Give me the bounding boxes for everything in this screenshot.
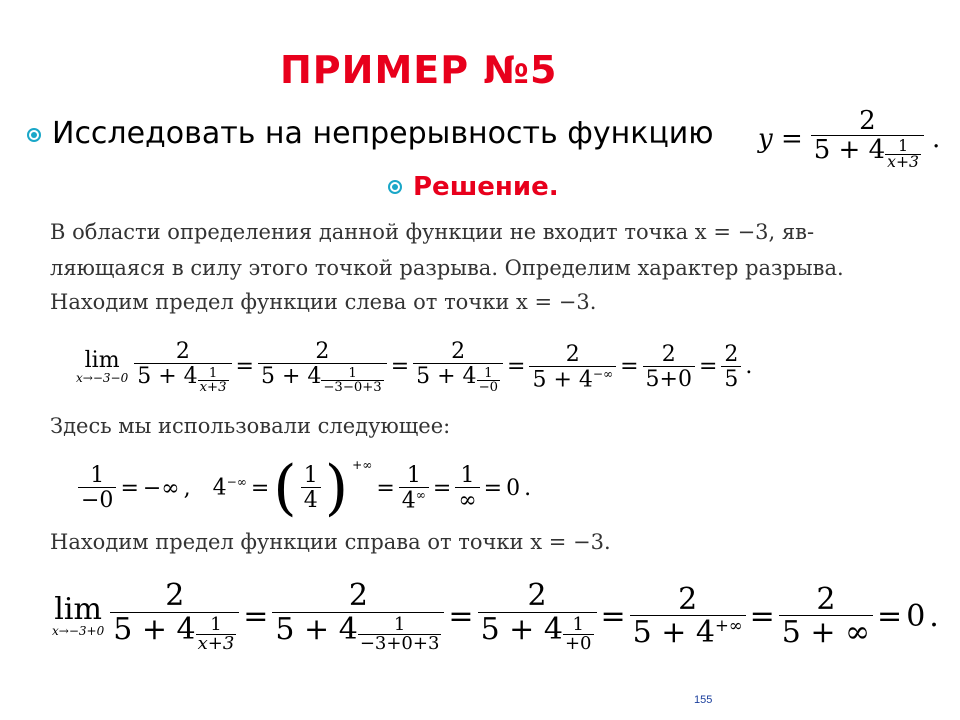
y-equals: y = bbox=[758, 124, 803, 155]
paragraph-3: Находим предел функции слева от точки x = −3. bbox=[50, 290, 597, 314]
left-limit-equation: lim x→−3−0 2 5 + 4 $\frac{1}{x+3}$ = 2 5 + 4 $\frac{1}{-3-0+3}$ = 2 5 + 4 $\frac{1}{-0}$ = $\frac{2}{5 + 4^{-\infty}}$ = $\frac{2}{5+0}$ = $\frac{2}{5}$ . bbox=[76, 339, 753, 395]
numerator: 2 bbox=[859, 106, 876, 136]
bullet-icon bbox=[27, 128, 41, 142]
main-fraction bbox=[811, 108, 924, 171]
page-number: 155 bbox=[694, 694, 713, 706]
used-facts-equation: $\frac{1}{-0}$ = −∞ , 4−∞ = ( 1 4 ) +∞ = $\frac{1}{4^\infty}$ = 1 ∞ = 0 . bbox=[78, 458, 531, 518]
paragraph-2: ляющаяся в силу этого точкой разрыва. Определим характер разрыва. bbox=[50, 256, 844, 280]
function-formula: y = 2 5 + 4 $\frac{1}{x+3}$ . bbox=[758, 106, 941, 172]
page-title: ПРИМЕР №5 bbox=[280, 48, 558, 92]
paragraph-5: Находим предел функции справа от точки x = −3. bbox=[50, 530, 611, 554]
paragraph-4: Здесь мы использовали следующее: bbox=[50, 414, 451, 438]
task-text: Исследовать на непрерывность функцию bbox=[52, 116, 714, 151]
right-limit-equation: lim x→−3+0 2 5 + 4 $\frac{1}{x+3}$ = 2 5 + 4 $\frac{1}{-3+0+3}$ = 2 5 + 4 $\frac{1}{+0}$ = $\frac{2}{5 + 4^{+\infty}}$ = $\frac{2}{5 + \infty}$ = 0 . bbox=[52, 578, 939, 654]
bullet-icon bbox=[388, 180, 402, 194]
denominator: 5 + 4 $\frac{1}{x+3}$ bbox=[811, 135, 924, 170]
paragraph-1: В области определения данной функции не входит точка x = −3, яв- bbox=[50, 220, 815, 244]
solution-label: Решение. bbox=[413, 172, 559, 202]
